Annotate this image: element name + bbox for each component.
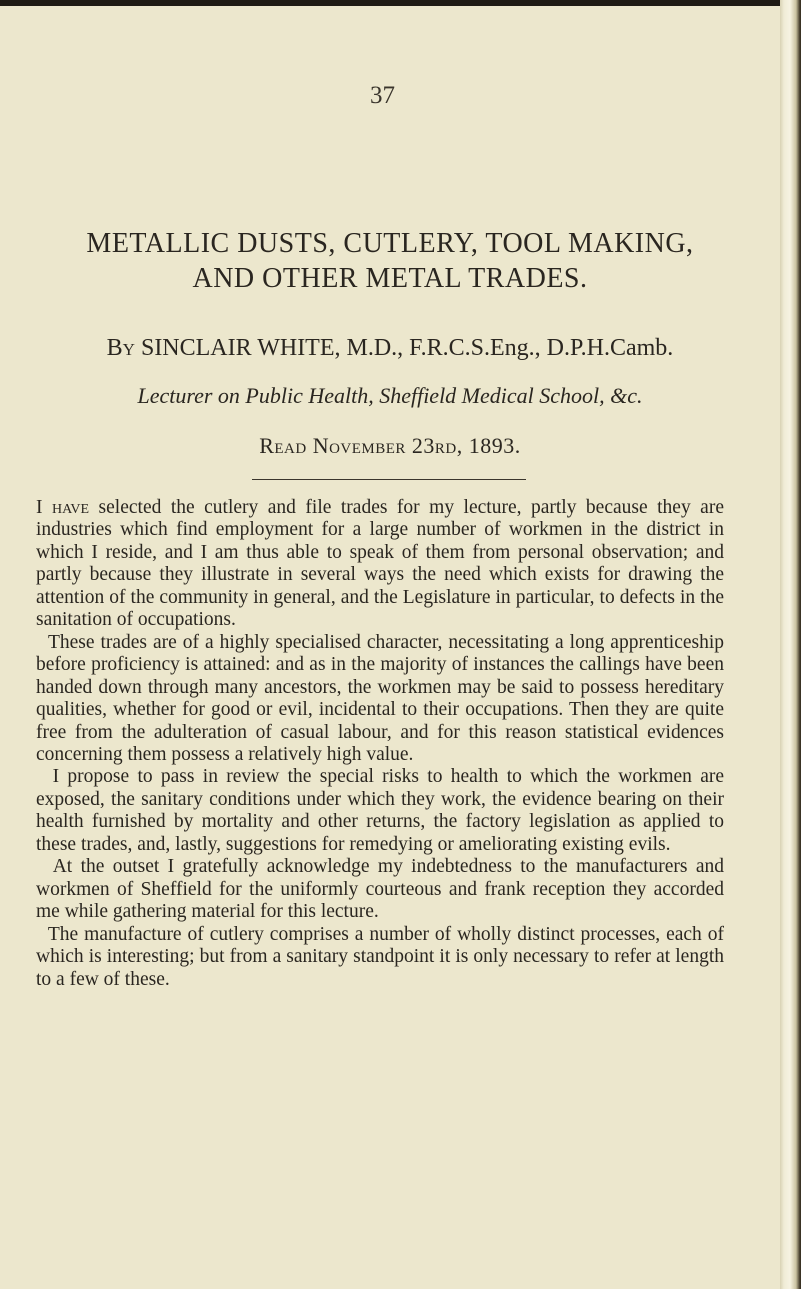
paragraph-text: At the outset I gratefully acknowledge my indebtedness to the manufacturers and workmen of Sheffield for the uniformly courteous and frank reception they accorded me while gathering material for this lecture.: [36, 856, 725, 923]
paragraph: [36, 632, 724, 767]
paragraph: [36, 924, 724, 991]
paragraph: [36, 766, 724, 856]
paragraph-text: I propose to pass in review the special risks to health to which the workmen are exposed, the sanitary conditions under which they work, the evidence bearing on their health furnished by mortality and other returns, the factory legislation as applied to these trades, and, lastly, suggestions for remedying or ameliorating existing evils.: [36, 766, 725, 855]
author-affiliation: Lecturer on Public Health, Sheffield Medical School, &c.: [137, 383, 643, 408]
article-body: [36, 497, 724, 991]
author-by: By: [106, 335, 135, 361]
paragraph-text: The manufacture of cutlery comprises a number of wholly distinct processes, each of which is interesting; but from a sanitary standpoint it is only necessary to refer at length to a few of these.: [36, 923, 724, 990]
paragraph: [36, 856, 724, 923]
top-border: [0, 0, 790, 6]
paragraph-text: These trades are of a highly specialised character, necessitating a long apprenticeship before proficiency is attained: and as in the majority of instances the callings have been handed down through many ancestors, the workmen may be said to possess hereditary qualities, whether for good or evil, incidental to their occupations. Then they are quite free from the adulteration of casual labour, and for this reason statistical evidences concerning them possess a relatively high value.: [36, 631, 725, 765]
paragraph-lead: I have: [36, 497, 90, 518]
author-name: SINCLAIR WHITE, M.D., F.R.C.S.Eng., D.P.H.Camb.: [140, 335, 674, 361]
article-title-line-1: METALLIC DUSTS, CUTLERY, TOOL MAKING,: [86, 228, 694, 259]
section-divider: [252, 479, 526, 480]
paragraph-text: selected the cutlery and file trades for my lecture, partly because they are industries which find employment for a large number of workmen in the district in which I reside, and I am thus able to speak of them from personal observation; and partly because they illustrate in several ways the need which exists for drawing the attention of the community in general, and the Legislature in particular, to defects in the sanitation of occupations.: [36, 497, 724, 631]
page-edge: [780, 0, 801, 1289]
page-number: 37: [370, 82, 395, 109]
read-date: Read November 23rd, 1893.: [259, 433, 521, 458]
paragraph: [36, 497, 724, 632]
author-line: [0, 335, 780, 362]
article-title-line-2: AND OTHER METAL TRADES.: [192, 263, 588, 294]
